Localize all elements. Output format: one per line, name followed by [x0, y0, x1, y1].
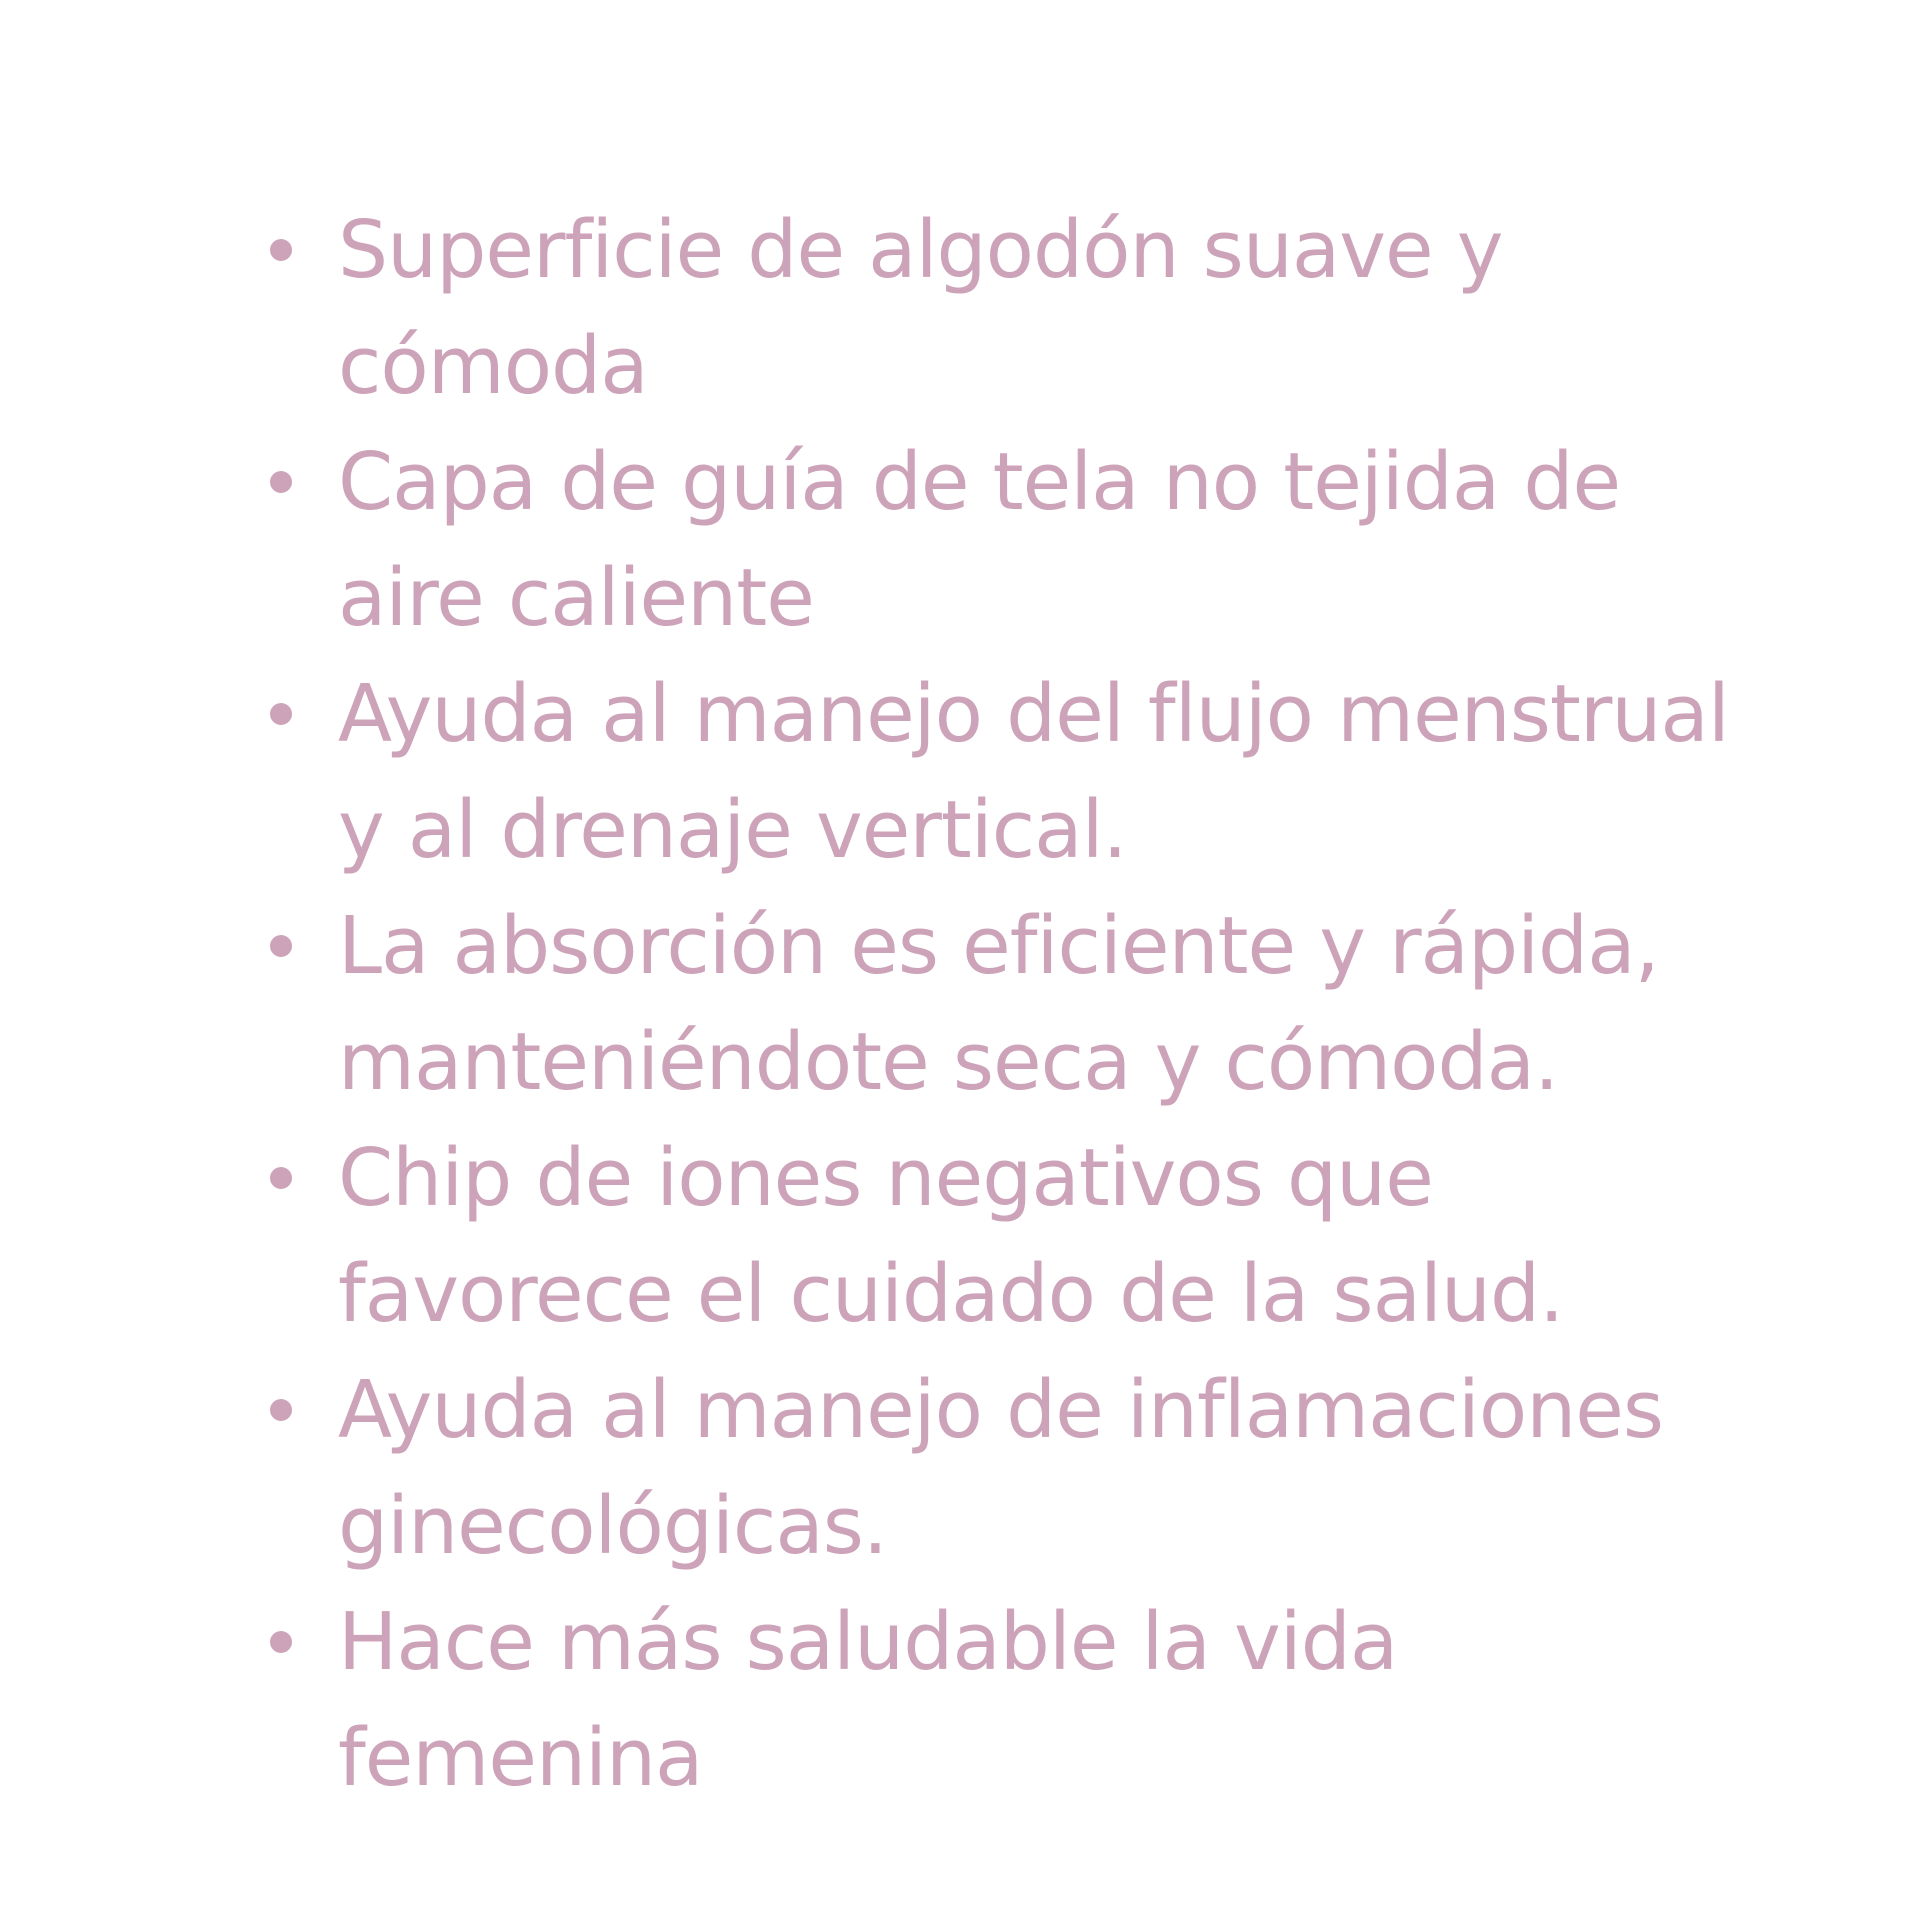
list-item — [270, 1584, 1730, 1816]
feature-text: La absorción es eficiente y rápida, manteniéndote seca y cómoda. — [338, 900, 1659, 1108]
bullet-icon — [270, 1399, 292, 1421]
bullet-icon — [270, 239, 292, 261]
feature-text: Hace más saludable la vida femenina — [338, 1596, 1398, 1804]
list-item — [270, 888, 1730, 1120]
bullet-icon — [270, 471, 292, 493]
feature-text: Ayuda al manejo del flujo menstrual y al drenaje vertical. — [338, 668, 1729, 876]
feature-text: Chip de iones negativos que favorece el cuidado de la salud. — [338, 1132, 1564, 1340]
bullet-icon — [270, 1631, 292, 1653]
feature-text: Ayuda al manejo de inflamaciones ginecológicas. — [338, 1364, 1664, 1572]
list-item — [270, 424, 1730, 656]
bullet-icon — [270, 703, 292, 725]
list-item — [270, 656, 1730, 888]
list-item — [270, 1120, 1730, 1352]
feature-text: Capa de guía de tela no tejida de aire caliente — [338, 436, 1621, 644]
bullet-icon — [270, 935, 292, 957]
feature-list — [270, 192, 1730, 1816]
feature-text: Superficie de algodón suave y cómoda — [338, 204, 1503, 412]
list-item — [270, 1352, 1730, 1584]
list-item — [270, 192, 1730, 424]
bullet-icon — [270, 1167, 292, 1189]
